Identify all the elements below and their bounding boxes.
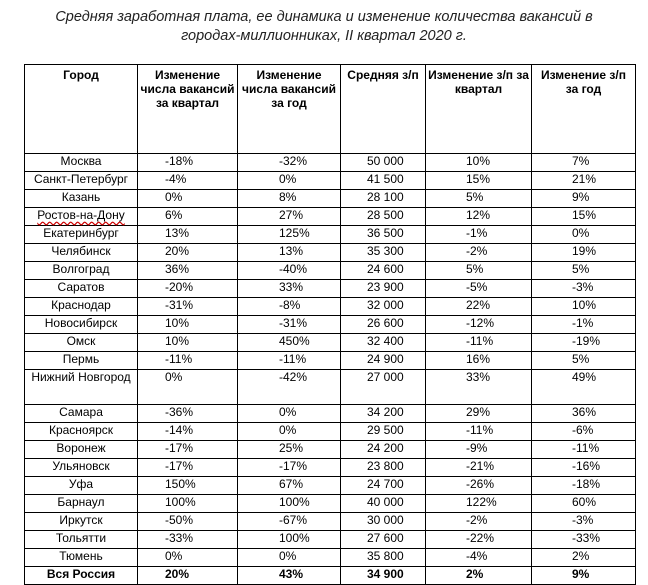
vacancies-quarter-cell: -4% bbox=[138, 172, 238, 190]
table-row bbox=[25, 280, 636, 298]
table-row bbox=[25, 459, 636, 477]
salary-quarter-cell: -2% bbox=[426, 513, 532, 531]
table-row bbox=[25, 352, 636, 370]
vacancies-year-cell: -42% bbox=[238, 370, 341, 405]
city-cell: Москва bbox=[25, 154, 138, 172]
salary-year-cell: -3% bbox=[532, 280, 636, 298]
city-cell: Красноярск bbox=[25, 423, 138, 441]
salary-quarter-cell: 122% bbox=[426, 495, 532, 513]
salary-quarter-cell: 33% bbox=[426, 370, 532, 405]
salary-quarter-cell: 10% bbox=[426, 154, 532, 172]
salary-year-cell: -33% bbox=[532, 531, 636, 549]
avg-salary-cell: 23 800 bbox=[341, 459, 426, 477]
salary-quarter-cell: -11% bbox=[426, 334, 532, 352]
salary-year-cell: 60% bbox=[532, 495, 636, 513]
salary-year-cell: 5% bbox=[532, 262, 636, 280]
avg-salary-cell: 32 400 bbox=[341, 334, 426, 352]
salary-year-cell: -19% bbox=[532, 334, 636, 352]
total-salary-year-cell: 9% bbox=[532, 567, 636, 585]
salary-quarter-cell: 15% bbox=[426, 172, 532, 190]
salary-quarter-cell: -5% bbox=[426, 280, 532, 298]
city-cell: Омск bbox=[25, 334, 138, 352]
table-row bbox=[25, 316, 636, 334]
city-cell: Ульяновск bbox=[25, 459, 138, 477]
table-row bbox=[25, 244, 636, 262]
vacancies-quarter-cell: 13% bbox=[138, 226, 238, 244]
city-cell: Воронеж bbox=[25, 441, 138, 459]
city-cell: Саратов bbox=[25, 280, 138, 298]
vacancies-year-cell: 0% bbox=[238, 423, 341, 441]
salary-year-cell: 2% bbox=[532, 549, 636, 567]
avg-salary-cell: 26 600 bbox=[341, 316, 426, 334]
total-salary-quarter-cell: 2% bbox=[426, 567, 532, 585]
avg-salary-cell: 50 000 bbox=[341, 154, 426, 172]
salary-year-cell: -18% bbox=[532, 477, 636, 495]
salary-quarter-cell: 5% bbox=[426, 190, 532, 208]
salary-quarter-cell: -2% bbox=[426, 244, 532, 262]
city-cell: Новосибирск bbox=[25, 316, 138, 334]
table-row bbox=[25, 423, 636, 441]
table-row bbox=[25, 441, 636, 459]
city-cell: Санкт-Петербург bbox=[25, 172, 138, 190]
salary-quarter-cell: 5% bbox=[426, 262, 532, 280]
city-cell: Тольятти bbox=[25, 531, 138, 549]
avg-salary-cell: 28 500 bbox=[341, 208, 426, 226]
avg-salary-cell: 40 000 bbox=[341, 495, 426, 513]
vacancies-quarter-cell: -31% bbox=[138, 298, 238, 316]
city-cell: Казань bbox=[25, 190, 138, 208]
salary-quarter-cell: -1% bbox=[426, 226, 532, 244]
table-row bbox=[25, 226, 636, 244]
vacancies-quarter-cell: -18% bbox=[138, 154, 238, 172]
vacancies-year-cell: 0% bbox=[238, 405, 341, 423]
vacancies-quarter-cell: 6% bbox=[138, 208, 238, 226]
avg-salary-cell: 28 100 bbox=[341, 190, 426, 208]
table-row bbox=[25, 370, 636, 405]
vacancies-year-cell: 8% bbox=[238, 190, 341, 208]
table-row bbox=[25, 549, 636, 567]
vacancies-year-cell: 33% bbox=[238, 280, 341, 298]
city-cell: Екатеринбург bbox=[25, 226, 138, 244]
salary-year-cell: 7% bbox=[532, 154, 636, 172]
total-label-cell: Вся Россия bbox=[25, 567, 138, 585]
vacancies-year-cell: 100% bbox=[238, 495, 341, 513]
total-vacancies-quarter-cell: 20% bbox=[138, 567, 238, 585]
table-row bbox=[25, 477, 636, 495]
avg-salary-cell: 36 500 bbox=[341, 226, 426, 244]
avg-salary-cell: 41 500 bbox=[341, 172, 426, 190]
vacancies-year-cell: -17% bbox=[238, 459, 341, 477]
city-cell: Тюмень bbox=[25, 549, 138, 567]
vacancies-quarter-cell: -17% bbox=[138, 459, 238, 477]
salary-year-cell: 21% bbox=[532, 172, 636, 190]
vacancies-quarter-cell: 0% bbox=[138, 549, 238, 567]
avg-salary-cell: 24 900 bbox=[341, 352, 426, 370]
table-row bbox=[25, 154, 636, 172]
avg-salary-cell: 27 000 bbox=[341, 370, 426, 405]
salary-quarter-cell: -9% bbox=[426, 441, 532, 459]
vacancies-quarter-cell: -33% bbox=[138, 531, 238, 549]
city-cell: Уфа bbox=[25, 477, 138, 495]
salary-year-cell: 49% bbox=[532, 370, 636, 405]
table-row bbox=[25, 172, 636, 190]
vacancies-year-cell: 13% bbox=[238, 244, 341, 262]
table-row bbox=[25, 190, 636, 208]
vacancies-quarter-cell: 0% bbox=[138, 370, 238, 405]
vacancies-year-cell: 0% bbox=[238, 549, 341, 567]
salary-year-cell: 10% bbox=[532, 298, 636, 316]
vacancies-year-cell: -67% bbox=[238, 513, 341, 531]
vacancies-quarter-cell: -50% bbox=[138, 513, 238, 531]
vacancies-year-cell: 27% bbox=[238, 208, 341, 226]
salary-year-cell: -16% bbox=[532, 459, 636, 477]
table-row bbox=[25, 298, 636, 316]
salary-year-cell: -6% bbox=[532, 423, 636, 441]
salary-quarter-cell: 29% bbox=[426, 405, 532, 423]
city-cell: Иркутск bbox=[25, 513, 138, 531]
vacancies-quarter-cell: -17% bbox=[138, 441, 238, 459]
vacancies-year-cell: 25% bbox=[238, 441, 341, 459]
salary-quarter-cell: -12% bbox=[426, 316, 532, 334]
vacancies-year-cell: -32% bbox=[238, 154, 341, 172]
vacancies-quarter-cell: 36% bbox=[138, 262, 238, 280]
vacancies-quarter-cell: 10% bbox=[138, 316, 238, 334]
vacancies-quarter-cell: -14% bbox=[138, 423, 238, 441]
table-row bbox=[25, 405, 636, 423]
salary-year-cell: -3% bbox=[532, 513, 636, 531]
avg-salary-cell: 34 200 bbox=[341, 405, 426, 423]
table-row bbox=[25, 208, 636, 226]
salary-quarter-cell: -26% bbox=[426, 477, 532, 495]
vacancies-quarter-cell: 150% bbox=[138, 477, 238, 495]
avg-salary-cell: 27 600 bbox=[341, 531, 426, 549]
vacancies-quarter-cell: 10% bbox=[138, 334, 238, 352]
salary-year-cell: 36% bbox=[532, 405, 636, 423]
salary-year-cell: 5% bbox=[532, 352, 636, 370]
city-cell: Волгоград bbox=[25, 262, 138, 280]
salary-quarter-cell: -21% bbox=[426, 459, 532, 477]
city-cell: Челябинск bbox=[25, 244, 138, 262]
avg-salary-cell: 24 700 bbox=[341, 477, 426, 495]
vacancies-quarter-cell: -11% bbox=[138, 352, 238, 370]
vacancies-year-cell: 125% bbox=[238, 226, 341, 244]
city-cell: Самара bbox=[25, 405, 138, 423]
table-row bbox=[25, 513, 636, 531]
salary-quarter-cell: 12% bbox=[426, 208, 532, 226]
city-cell bbox=[25, 208, 138, 226]
column-header-vacancies-year: Изменение числа вакансий за год bbox=[238, 65, 341, 154]
title-line-1: Средняя заработная плата, ее динамика и изменение количества вакансий в bbox=[55, 9, 593, 25]
vacancies-year-cell: -11% bbox=[238, 352, 341, 370]
city-cell: Нижний Новгород bbox=[25, 370, 138, 405]
table-row bbox=[25, 531, 636, 549]
salary-year-cell: -11% bbox=[532, 441, 636, 459]
salary-quarter-cell: -11% bbox=[426, 423, 532, 441]
avg-salary-cell: 29 500 bbox=[341, 423, 426, 441]
total-row bbox=[25, 567, 636, 585]
salary-year-cell: 15% bbox=[532, 208, 636, 226]
vacancies-year-cell: 100% bbox=[238, 531, 341, 549]
column-header-vacancies-quarter: Изменение числа вакансий за квартал bbox=[138, 65, 238, 154]
vacancies-year-cell: 0% bbox=[238, 172, 341, 190]
avg-salary-cell: 24 600 bbox=[341, 262, 426, 280]
vacancies-quarter-cell: -36% bbox=[138, 405, 238, 423]
vacancies-quarter-cell: 100% bbox=[138, 495, 238, 513]
salary-year-cell: 9% bbox=[532, 190, 636, 208]
header-row bbox=[25, 65, 636, 154]
salary-quarter-cell: 22% bbox=[426, 298, 532, 316]
total-avg-salary-cell: 34 900 bbox=[341, 567, 426, 585]
salary-table bbox=[24, 64, 636, 585]
vacancies-year-cell: -40% bbox=[238, 262, 341, 280]
salary-quarter-cell: -4% bbox=[426, 549, 532, 567]
table-row bbox=[25, 495, 636, 513]
city-cell: Пермь bbox=[25, 352, 138, 370]
column-header-salary-year: Изменение з/п за год bbox=[532, 65, 636, 154]
vacancies-year-cell: -31% bbox=[238, 316, 341, 334]
avg-salary-cell: 35 800 bbox=[341, 549, 426, 567]
avg-salary-cell: 24 200 bbox=[341, 441, 426, 459]
table-row bbox=[25, 262, 636, 280]
title-line-2: городах-миллионниках, II квартал 2020 г. bbox=[181, 28, 467, 44]
vacancies-year-cell: -8% bbox=[238, 298, 341, 316]
salary-quarter-cell: -22% bbox=[426, 531, 532, 549]
column-header-salary-quarter: Изменение з/п за квартал bbox=[426, 65, 532, 154]
avg-salary-cell: 35 300 bbox=[341, 244, 426, 262]
salary-year-cell: 19% bbox=[532, 244, 636, 262]
table-row bbox=[25, 334, 636, 352]
vacancies-year-cell: 450% bbox=[238, 334, 341, 352]
salary-year-cell: 0% bbox=[532, 226, 636, 244]
column-header-avg-salary: Средняя з/п bbox=[341, 65, 426, 154]
avg-salary-cell: 30 000 bbox=[341, 513, 426, 531]
column-header-city: Город bbox=[25, 65, 138, 154]
table-title bbox=[0, 8, 648, 46]
vacancies-quarter-cell: -20% bbox=[138, 280, 238, 298]
salary-quarter-cell: 16% bbox=[426, 352, 532, 370]
total-vacancies-year-cell: 43% bbox=[238, 567, 341, 585]
city-cell: Краснодар bbox=[25, 298, 138, 316]
avg-salary-cell: 32 000 bbox=[341, 298, 426, 316]
city-cell: Барнаул bbox=[25, 495, 138, 513]
salary-year-cell: -1% bbox=[532, 316, 636, 334]
vacancies-quarter-cell: 20% bbox=[138, 244, 238, 262]
avg-salary-cell: 23 900 bbox=[341, 280, 426, 298]
vacancies-year-cell: 67% bbox=[238, 477, 341, 495]
vacancies-quarter-cell: 0% bbox=[138, 190, 238, 208]
city-name: Ростов-на-Дону bbox=[37, 208, 125, 222]
